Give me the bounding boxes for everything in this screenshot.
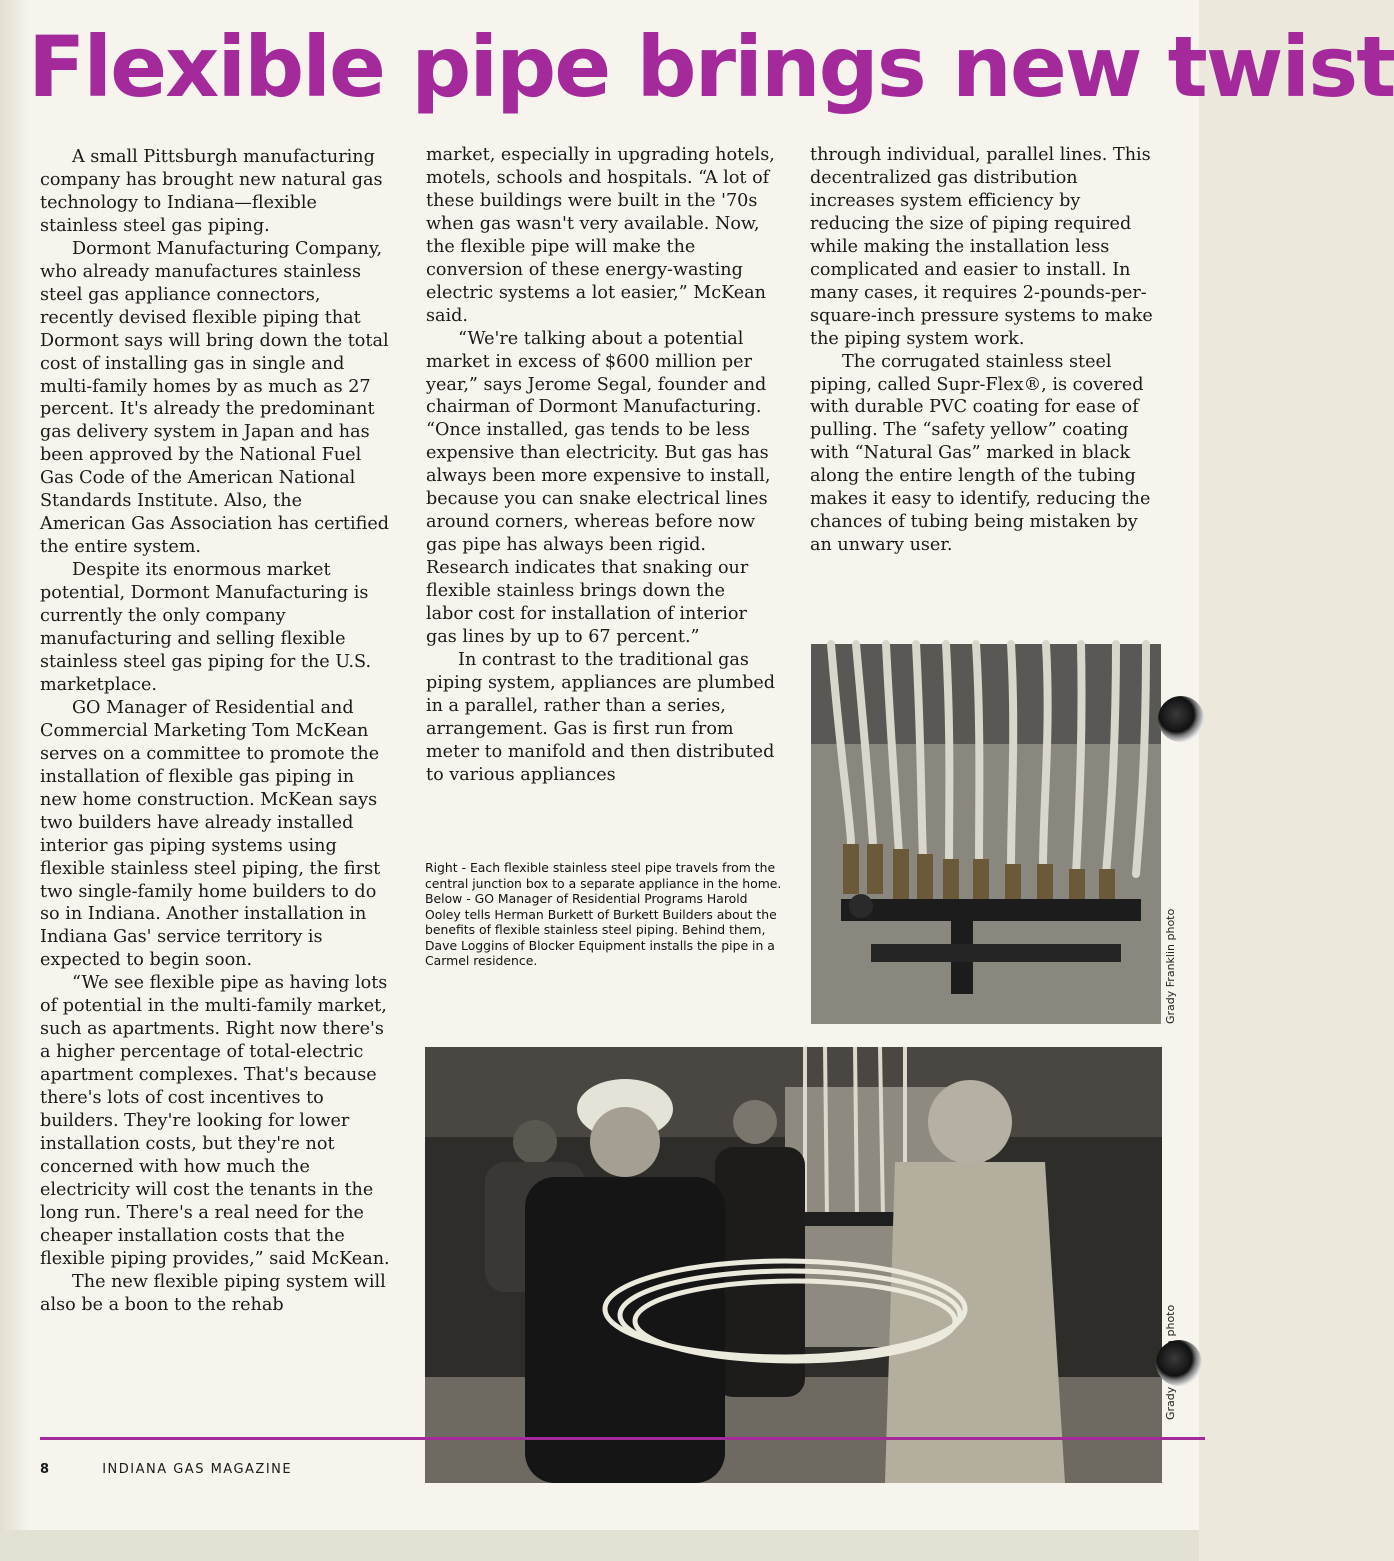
manifold-photo xyxy=(811,644,1161,1024)
paragraph: The new flexible piping system will also be a boon to the rehab xyxy=(40,1271,386,1315)
page-bottom-margin xyxy=(0,1530,1199,1561)
paragraph: A small Pittsburgh manufacturing company has brought new natural gas technology to Indiana—flexible stainless steel gas piping. xyxy=(40,147,383,236)
installation-illustration xyxy=(425,1047,1162,1483)
paragraph: market, especially in upgrading hotels, motels, schools and hospitals. “A lot of these buildings were built in the '70s when gas wasn't very available. Now, the flexible pipe will make the conversion of these energy-wasting electric systems a lot easier,” McKean said. xyxy=(426,145,775,326)
paragraph: In contrast to the traditional gas piping system, appliances are plumbed in a parallel, rather than a series, arrangement. Gas is first run from meter to manifold and then distributed to various appliances xyxy=(426,649,776,785)
page-footer xyxy=(40,1462,292,1477)
paragraph: GO Manager of Residential and Commercial Marketing Tom McKean serves on a committee to promote the installation of flexible gas piping in new home construction. McKean says two builders have already installed interior gas piping systems using flexible stainless steel piping, the first two single-family home builders to do so in Indiana. Another installation in Indiana Gas' service territory is expected to begin soon. xyxy=(40,697,381,971)
page-number: 8 xyxy=(40,1462,51,1477)
page-edge-shadow xyxy=(0,0,30,1561)
photo-caption: Right - Each flexible stainless steel pipe travels from the central junction box to a separate appliance in the home. Below - GO Manager of Residential Programs Harold Ooley tells Herman Burkett of Burkett Builders about the benefits of flexible stainless steel piping. Behind them, Dave Loggins of Blocker Equipment installs the pipe in a Carmel residence. xyxy=(425,860,782,968)
article-column-3 xyxy=(810,144,1162,557)
manifold-illustration xyxy=(811,644,1161,1024)
binder-hole xyxy=(1158,696,1204,742)
paragraph: Dormont Manufacturing Company, who already manufactures stainless steel gas appliance connectors, recently devised flexible piping that Dormont says will bring down the total cost of installing gas in single and multi-family homes by as much as 27 percent. It's already the predominant gas delivery system in Japan and has been approved by the National Fuel Gas Code of the American National Standards Institute. Also, the American Gas Association has certified the entire system. xyxy=(40,238,390,558)
headline: Flexible pipe brings new twist xyxy=(28,18,1394,116)
paragraph: through individual, parallel lines. This decentralized gas distribution increases system efficiency by reducing the size of piping required while making the installation less complicated and easier to install. In many cases, it requires 2-pounds-per-square-inch pressure systems to make the piping system work. xyxy=(810,145,1153,349)
installation-photo xyxy=(425,1047,1162,1483)
binder-hole xyxy=(1156,1340,1202,1386)
footer-rule xyxy=(40,1437,1205,1440)
photo-credit: Grady Franklin photo xyxy=(1164,908,1177,1024)
paragraph: The corrugated stainless steel piping, called Supr-Flex®, is covered with durable PVC coating for ease of pulling. The “safety yellow” coating with “Natural Gas” marked in black along the entire length of the tubing makes it easy to identify, reducing the chances of tubing being mistaken by an unwary user. xyxy=(810,351,1151,556)
paragraph: “We're talking about a potential market in excess of $600 million per year,” says Jerome Segal, founder and chairman of Dormont Manufacturing. “Once installed, gas tends to be less expensive than electricity. But gas has always been more expensive to install, because you can snake electrical lines around corners, whereas before now gas pipe has always been rigid. Research indicates that snaking our flexible stainless brings down the labor cost for installation of interior gas lines by up to 67 percent.” xyxy=(426,328,771,648)
article-column-2 xyxy=(426,144,776,787)
paragraph: Despite its enormous market potential, Dormont Manufacturing is currently the only company manufacturing and selling flexible stainless steel gas piping for the U.S. marketplace. xyxy=(40,560,372,695)
paragraph: “We see flexible pipe as having lots of potential in the multi-family market, such as apartments. Right now there's a higher percentage of total-electric apartment complexes. That's because there's lots of cost incentives to builders. They're looking for lower installation costs, but they're not concerned with how much the electricity will cost the tenants in the long run. There's a real need for the cheaper installation costs that the flexible piping provides,” said McKean. xyxy=(40,973,390,1269)
article-column-1 xyxy=(40,146,392,1317)
publication-name: INDIANA GAS MAGAZINE xyxy=(102,1462,293,1477)
